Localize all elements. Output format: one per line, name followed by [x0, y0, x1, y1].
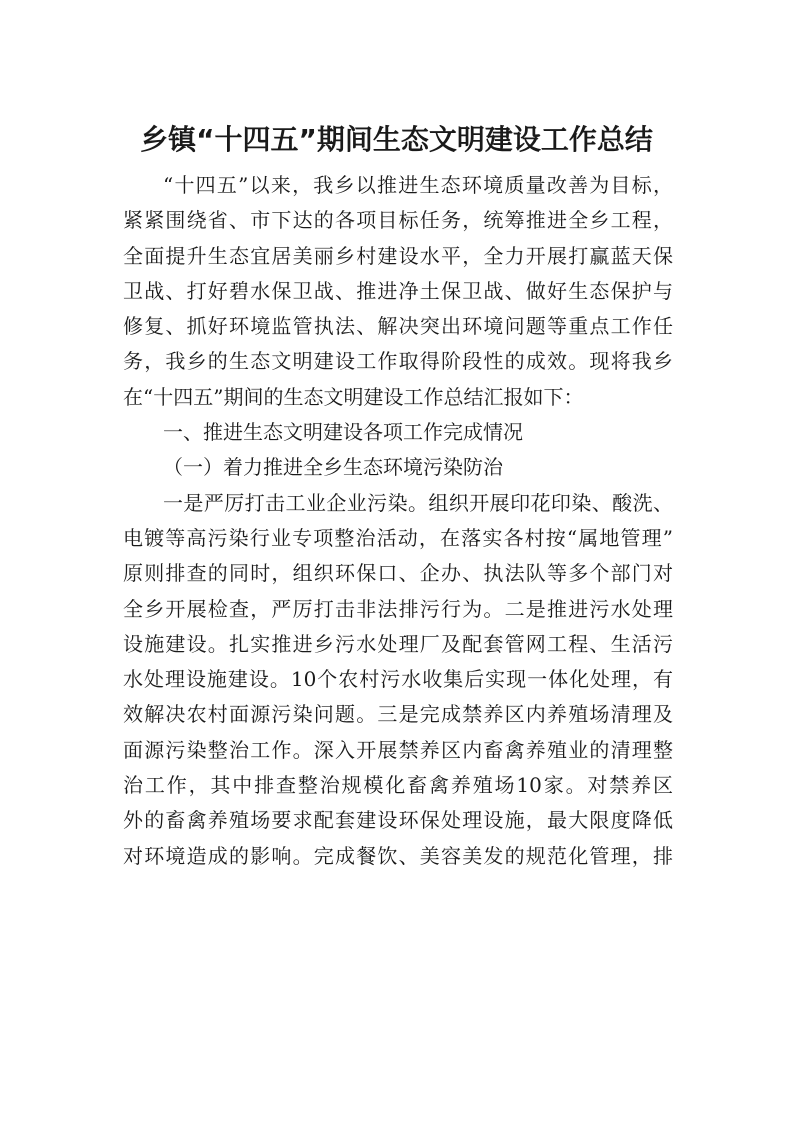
document-body [123, 168, 673, 874]
paragraph-line: 原则排查的同时，组织环保口、企办、执法队等多个部门对 [123, 561, 673, 586]
paragraph-line: 效解决农村面源污染问题。三是完成禁养区内养殖场清理及 [123, 702, 673, 727]
subsection-heading: （一）着力推进全乡生态环境污染防治 [163, 455, 503, 480]
paragraph-line: 治工作，其中排查整治规模化畜禽养殖场10家。对禁养区 [123, 773, 673, 798]
paragraph-line: “十四五”以来，我乡以推进生态环境质量改善为目标， [163, 173, 673, 197]
paragraph-line: 全面提升生态宜居美丽乡村建设水平，全力开展打赢蓝天保 [123, 243, 673, 268]
paragraph-line: 卫战、打好碧水保卫战、推进净土保卫战、做好生态保护与 [123, 278, 673, 303]
paragraph-line: 设施建设。扎实推进乡污水处理厂及配套管网工程、生活污 [123, 631, 673, 656]
paragraph-line: 水处理设施建设。10个农村污水收集后实现一体化处理，有 [123, 667, 673, 692]
paragraph-line: 电镀等高污染行业专项整治活动，在落实各村按“属地管理” [123, 525, 673, 550]
paragraph-line: 修复、抓好环境监管执法、解决突出环境问题等重点工作任 [123, 314, 673, 339]
document-title: 乡镇“十四五”期间生态文明建设工作总结 [140, 123, 653, 156]
section-heading: 一、推进生态文明建设各项工作完成情况 [163, 420, 523, 445]
paragraph-line: 面源污染整治工作。深入开展禁养区内畜禽养殖业的清理整 [123, 737, 673, 762]
paragraph-line: 紧紧围绕省、市下达的各项目标任务，统筹推进全乡工程， [123, 208, 673, 233]
paragraph-line: 在“十四五”期间的生态文明建设工作总结汇报如下： [123, 384, 584, 409]
paragraph-line: 一是严厉打击工业企业污染。组织开展印花印染、酸洗、 [163, 490, 673, 515]
paragraph-line: 务，我乡的生态文明建设工作取得阶段性的成效。现将我乡 [123, 349, 673, 374]
paragraph-line: 对环境造成的影响。完成餐饮、美容美发的规范化管理，排 [123, 843, 673, 868]
paragraph-line: 外的畜禽养殖场要求配套建设环保处理设施，最大限度降低 [123, 808, 673, 833]
paragraph-line: 全乡开展检查，严厉打击非法排污行为。二是推进污水处理 [123, 596, 673, 621]
